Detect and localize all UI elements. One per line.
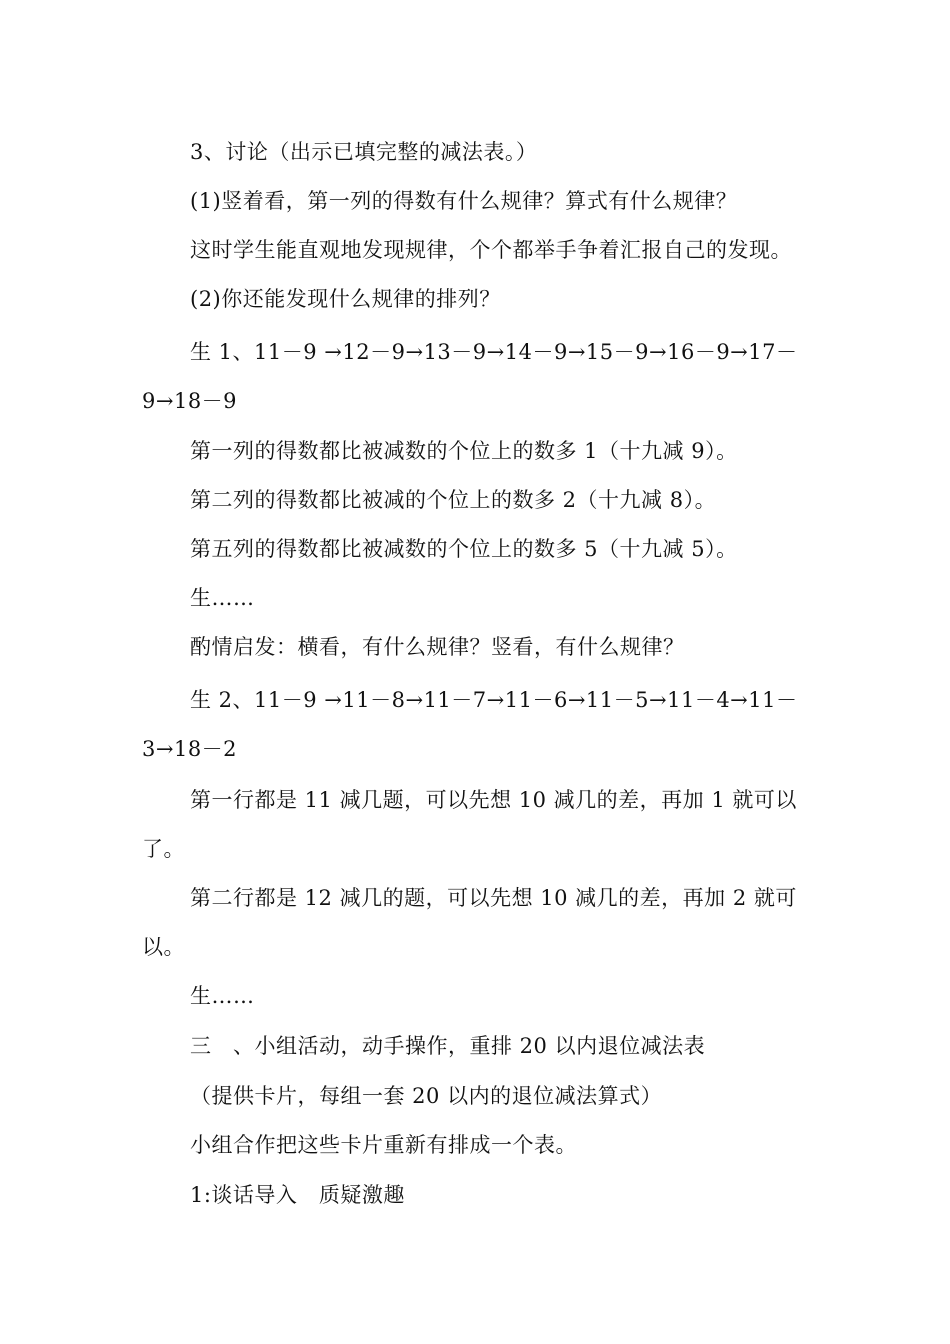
paragraph-students-observe: 这时学生能直观地发现规律，个个都举手争着汇报自己的发现。 bbox=[190, 238, 792, 262]
observation-row-1-continued: 了。 bbox=[142, 837, 185, 861]
question-1: (1)竖着看，第一列的得数有什么规律？算式有什么规律？ bbox=[190, 189, 738, 213]
student-1-sequence-continued: 9→18－9 bbox=[142, 389, 238, 413]
observation-column-5: 第五列的得数都比被减数的个位上的数多 5（十九减 5）。 bbox=[190, 537, 738, 561]
section-heading-discussion: 3、讨论（出示已填完整的减法表。） bbox=[190, 140, 538, 164]
student-1-sequence: 生 1、11－9 →12－9→13－9→14－9→15－9→16－9→17－ bbox=[190, 340, 798, 364]
observation-column-1: 第一列的得数都比被减数的个位上的数多 1（十九减 9）。 bbox=[190, 439, 738, 463]
observation-row-2-continued: 以。 bbox=[142, 935, 185, 959]
observation-row-2: 第二行都是 12 减几的题，可以先想 10 减几的差，再加 2 就可 bbox=[190, 886, 797, 910]
student-2-sequence: 生 2、11－9 →11－8→11－7→11－6→11－5→11－4→11－ bbox=[190, 688, 798, 712]
group-task: 小组合作把这些卡片重新有排成一个表。 bbox=[190, 1133, 577, 1157]
subheading-introduction: 1:谈话导入 质疑激趣 bbox=[190, 1183, 405, 1207]
observation-row-1: 第一行都是 11 减几题，可以先想 10 减几的差，再加 1 就可以 bbox=[190, 788, 797, 812]
prompt-horizontal-vertical: 酌情启发：横看，有什么规律？竖看，有什么规律？ bbox=[190, 635, 685, 659]
materials-note: （提供卡片，每组一套 20 以内的退位减法算式） bbox=[190, 1084, 663, 1108]
student-2-sequence-continued: 3→18－2 bbox=[142, 737, 238, 761]
student-ellipsis-2: 生…… bbox=[190, 984, 255, 1008]
observation-column-2: 第二列的得数都比被减的个位上的数多 2（十九减 8）。 bbox=[190, 488, 717, 512]
section-heading-group-activity: 三 、小组活动，动手操作，重排 20 以内退位减法表 bbox=[190, 1034, 706, 1058]
question-2: (2)你还能发现什么规律的排列？ bbox=[190, 287, 501, 311]
student-ellipsis-1: 生…… bbox=[190, 586, 255, 610]
